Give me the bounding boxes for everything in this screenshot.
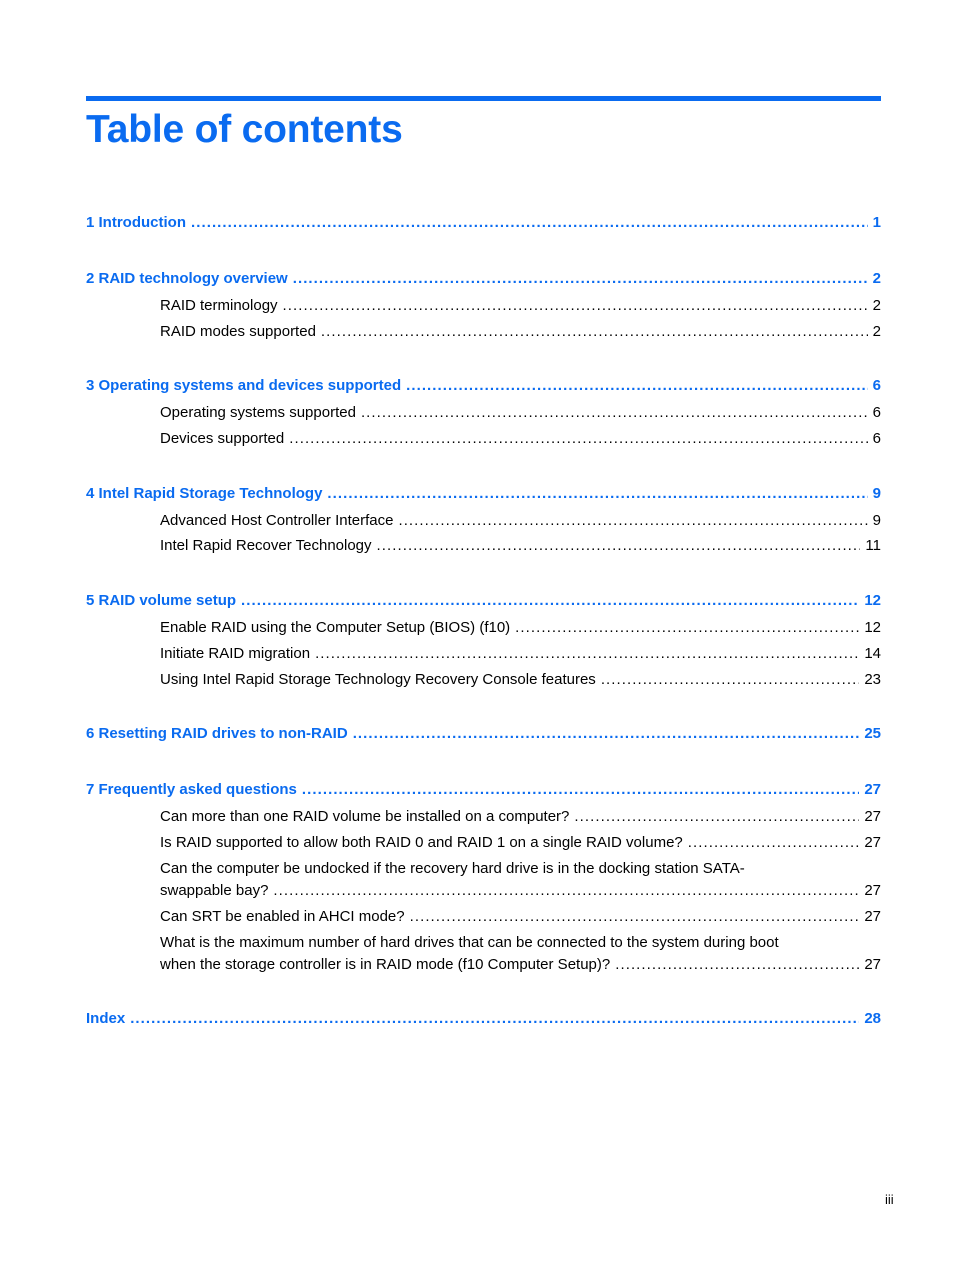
dot-leader [361,402,868,424]
toc-page-number: 6 [872,404,881,421]
dot-leader [289,428,867,450]
toc-label: 4 Intel Rapid Storage Technology [86,485,323,502]
toc-chapter-raid-technology-overview[interactable] [86,268,881,290]
toc-page-number: 27 [864,908,881,925]
toc-label: when the storage controller is in RAID mode (f10 Computer Setup)? [160,956,611,973]
toc-page-number: 6 [872,377,881,394]
dot-leader [191,212,868,234]
dot-leader [398,510,867,532]
toc-section-ahci[interactable] [160,510,881,532]
dot-leader [327,483,867,505]
dot-leader [293,268,868,290]
dot-leader [353,723,860,745]
dot-leader [406,375,868,397]
toc-chapter-raid-volume-setup[interactable] [86,590,881,612]
dot-leader [410,906,860,928]
dot-leader [377,535,861,557]
toc-index[interactable] [86,1008,881,1030]
toc-label: Enable RAID using the Computer Setup (BIOS) (f10) [160,619,511,636]
toc-label: Using Intel Rapid Storage Technology Recovery Console features [160,671,596,688]
toc-page-number: 27 [864,808,881,825]
toc-label: 3 Operating systems and devices supported [86,377,402,394]
toc-label: Advanced Host Controller Interface [160,512,394,529]
toc-section-faq-undock-first-line[interactable]: Can the computer be undocked if the recovery hard drive is in the docking station SATA- [160,860,745,877]
dot-leader [515,617,859,639]
toc-section-operating-systems-supported[interactable] [160,402,881,424]
toc-label: Can more than one RAID volume be installed on a computer? [160,808,570,825]
toc-label: Is RAID supported to allow both RAID 0 and RAID 1 on a single RAID volume? [160,834,683,851]
toc-page-number: 25 [864,725,881,742]
toc-label: Index [86,1010,126,1027]
toc-page-number: 12 [864,619,881,636]
toc-chapter-intel-rapid-storage[interactable] [86,483,881,505]
toc-page-number: 23 [864,671,881,688]
dot-leader [273,880,859,902]
toc-section-initiate-raid-migration[interactable] [160,643,881,665]
title-rule [86,96,881,101]
toc-page-number: 12 [864,592,881,609]
toc-page-number: 1 [872,214,881,231]
toc-chapter-introduction[interactable] [86,212,881,234]
toc-page-number: 27 [864,956,881,973]
toc-label: Intel Rapid Recover Technology [160,537,372,554]
toc-label: 1 Introduction [86,214,186,231]
toc-section-raid-modes-supported[interactable] [160,321,881,343]
toc-page-number: 27 [864,882,881,899]
toc-section-faq-srt-ahci[interactable] [160,906,881,928]
toc-label: Operating systems supported [160,404,356,421]
toc-section-intel-rapid-recover[interactable] [160,535,881,557]
dot-leader [601,669,860,691]
toc-label: 6 Resetting RAID drives to non-RAID [86,725,348,742]
toc-section-faq-max-drives-first-line[interactable]: What is the maximum number of hard drives that can be connected to the system during boot [160,934,779,951]
toc-page-number: 28 [864,1010,881,1027]
toc-section-faq-max-drives[interactable] [160,954,881,976]
toc-page-number: 2 [872,323,881,340]
toc-section-recovery-console[interactable] [160,669,881,691]
toc-section-faq-raid0-raid1[interactable] [160,832,881,854]
toc-page-number: 9 [872,485,881,502]
toc-page-number: 14 [864,645,881,662]
toc-section-devices-supported[interactable] [160,428,881,450]
dot-leader [574,806,859,828]
toc-label: 2 RAID technology overview [86,270,288,287]
dot-leader [615,954,859,976]
toc-label: Devices supported [160,430,285,447]
toc-page-number: 27 [864,834,881,851]
page-folio: iii [885,1192,894,1207]
toc-page-number: 2 [872,297,881,314]
dot-leader [130,1008,859,1030]
toc-page-number: 2 [872,270,881,287]
dot-leader [241,590,859,612]
toc-section-faq-undock[interactable] [160,880,881,902]
dot-leader [321,321,868,343]
toc-section-raid-terminology[interactable] [160,295,881,317]
toc-label: 5 RAID volume setup [86,592,237,609]
toc-chapter-operating-systems[interactable] [86,375,881,397]
toc-page-number: 6 [872,430,881,447]
toc-label: Can SRT be enabled in AHCI mode? [160,908,405,925]
page-title: Table of contents [86,108,403,151]
toc-section-faq-multiple-volumes[interactable] [160,806,881,828]
toc-page-number: 9 [872,512,881,529]
dot-leader [283,295,868,317]
toc-chapter-faq[interactable] [86,779,881,801]
dot-leader [302,779,859,801]
dot-leader [315,643,859,665]
dot-leader [688,832,860,854]
toc-label: swappable bay? [160,882,269,899]
toc-label: 7 Frequently asked questions [86,781,297,798]
toc-label: RAID terminology [160,297,278,314]
toc-label: RAID modes supported [160,323,316,340]
toc-section-enable-raid[interactable] [160,617,881,639]
toc-label: Initiate RAID migration [160,645,311,662]
toc-page-number: 11 [865,537,881,554]
toc-page-number: 27 [864,781,881,798]
toc-chapter-resetting-raid[interactable] [86,723,881,745]
